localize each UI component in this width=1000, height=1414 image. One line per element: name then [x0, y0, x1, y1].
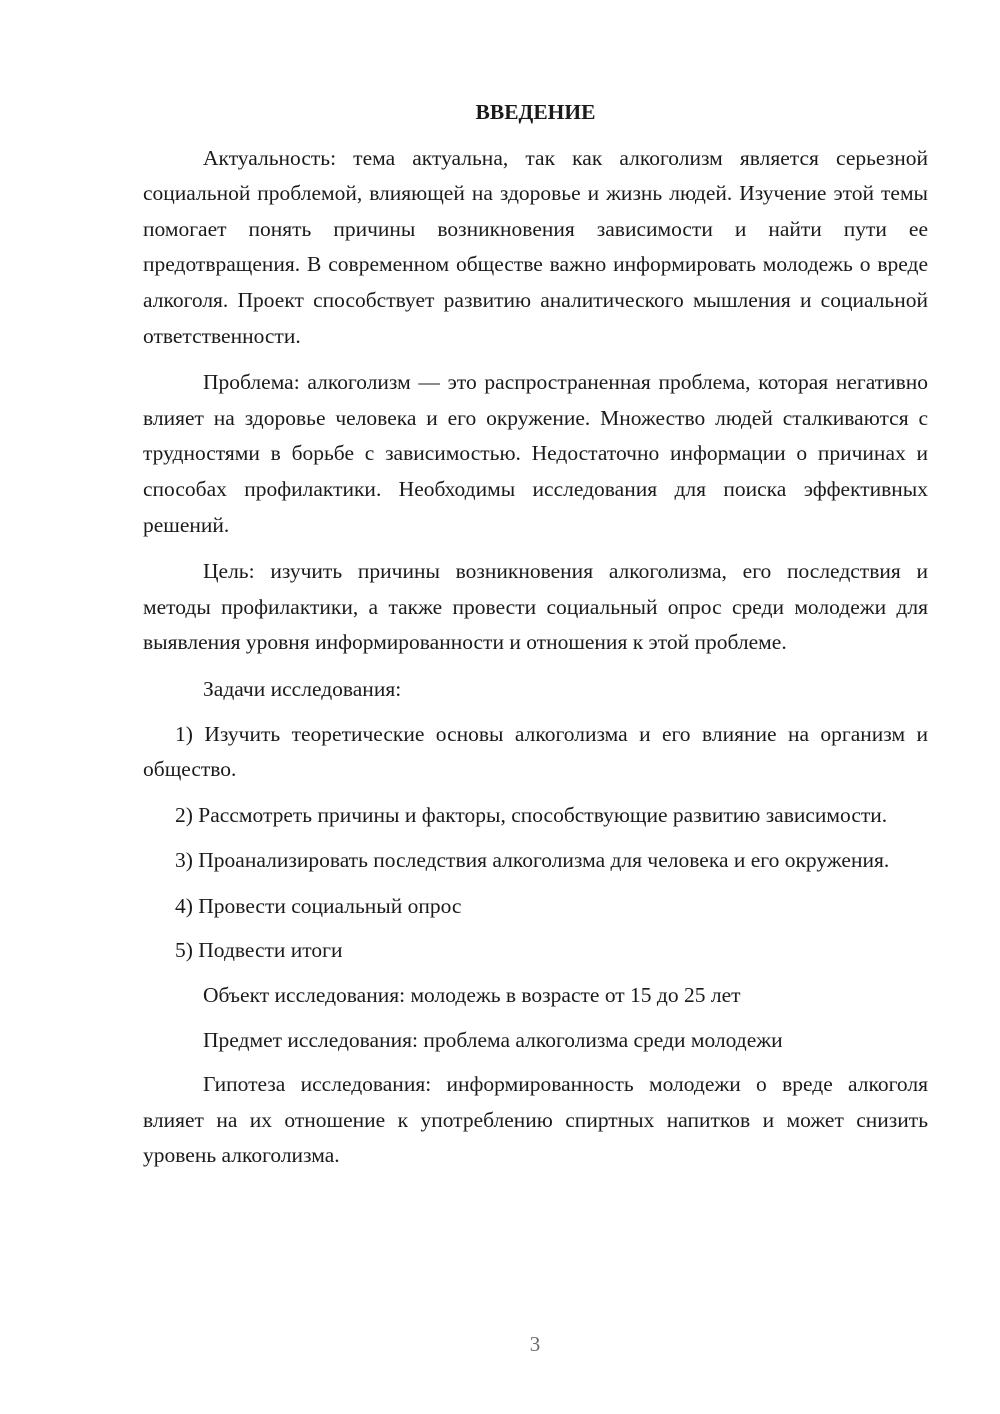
task-item: 2) Рассмотреть причины и факторы, способствующие развитию зависимости.	[175, 802, 888, 827]
tasks-heading: Задачи исследования:	[203, 676, 402, 701]
relevance-paragraph: Актуальность: тема актуальна, так как алкоголизм является серьезной социальной проблемой, влияющей на здоровье и жизнь людей. Изучение этой темы помогает понять причины возникновения зависимости и найти пути ее предотвращения. В современном обществе важно информировать молодежь о вреде алкоголя. Проект способствует развитию аналитического мышления и социальной ответственности.	[143, 145, 928, 348]
research-subject: Предмет исследования: проблема алкоголизма среди молодежи	[203, 1027, 783, 1052]
task-item: 4) Провести социальный опрос	[175, 893, 462, 918]
page-number: 3	[529, 1332, 541, 1356]
hypothesis-paragraph: Гипотеза исследования: информированность молодежи о вреде алкоголя влияет на их отношение к употреблению спиртных напитков и может снизить уровень алкоголизма.	[143, 1072, 928, 1168]
task-item: 3) Проанализировать последствия алкоголизма для человека и его окружения.	[175, 848, 890, 873]
document-page	[143, 95, 928, 1185]
task-item: 5) Подвести итоги	[175, 938, 343, 963]
goal-paragraph: Цель: изучить причины возникновения алкоголизма, его последствия и методы профилактики, а также провести социальный опрос среди молодежи для выявления уровня информированности и отношения к этой проблеме.	[143, 559, 928, 655]
research-object: Объект исследования: молодежь в возрасте от 15 до 25 лет	[203, 983, 741, 1008]
task-item: 1) Изучить теоретические основы алкоголизма и его влияние на организм и общество.	[143, 721, 928, 782]
problem-paragraph: Проблема: алкоголизм — это распространенная проблема, которая негативно влияет на здоровье человека и его окружение. Множество людей сталкиваются с трудностями в борьбе с зависимостью. Недостаточно информации о причинах и способах профилактики. Необходимы исследования для поиска эффективных решений.	[143, 370, 928, 537]
page-title: ВВЕДЕНИЕ	[475, 100, 596, 124]
